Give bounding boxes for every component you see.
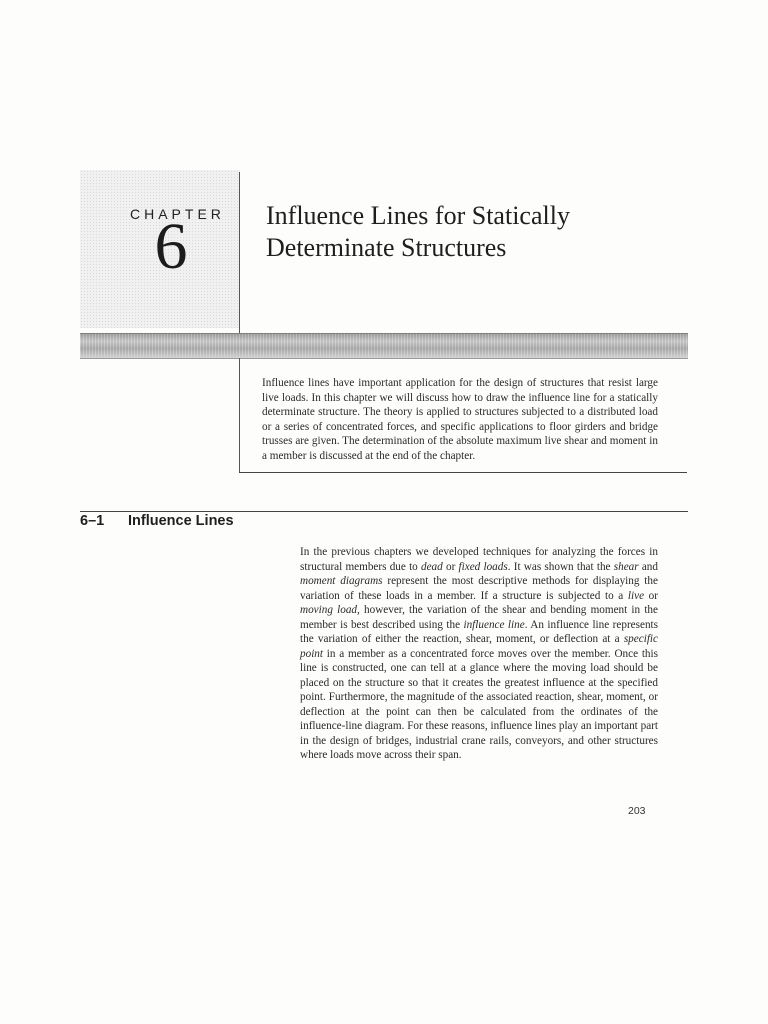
body-text-run: in a member as a concentrated force moves over the member. Once this line is constructed, one can tell at a glance where the moving load should be placed on the structure so that it creates the greatest influence at the specified point. Furthermore, the magnitude of the associated reaction, shear, moment, or deflection at the point can then be calculated from the ordinates of the influence-line diagram. For these reasons, influence lines play an important part in the design of bridges, industrial crane rails, conveyors, and other structures where loads move across their span. [300,647,658,761]
body-text-run: or [644,589,658,602]
chapter-label: CHAPTER [130,206,225,222]
body-text-run: . It was shown that the [507,560,614,573]
body-text-run: or [442,560,459,573]
body-emphasis: live [627,589,645,602]
section-number: 6–1 [80,513,105,529]
chapter-intro: Influence lines have important application for the design of structures that resist large live loads. In this chapter we will discuss how to draw the influence line for a statically determinate structure. The theory is applied to structures subjected to a distributed load or a series of concentrated forces, and specific applications to floor girders and bridge trusses are given. The determination of the absolute maximum live shear and moment in a member is discussed at the end of the chapter. [262,377,658,462]
chapter-banner [80,333,688,359]
chapter-divider-top [239,172,240,334]
section-title: Influence Lines [128,513,234,529]
body-emphasis: specific point [300,633,658,660]
body-text-run: In the previous chapters we developed techniques for analyzing the forces in structural members due to [300,546,658,573]
page-number: 203 [628,805,646,817]
body-emphasis: dead [421,560,443,573]
section-body [300,545,658,763]
body-emphasis: fixed loads [458,560,508,573]
body-text-run: represent the most descriptive methods for displaying the variation of these loads in a member. If a structure is subjected to a [300,575,658,602]
chapter-title [266,200,666,264]
body-emphasis: moment diagrams [300,575,383,587]
chapter-number: 6 [154,210,188,283]
body-emphasis: shear [613,560,639,573]
chapter-title-line-2: Determinate Structures [266,233,507,262]
body-emphasis: moving load, [300,604,360,616]
section-rule [80,511,688,512]
body-text-run: and [638,560,658,573]
body-emphasis: influence line [463,618,525,631]
intro-bottom-rule [239,472,687,473]
intro-divider [239,358,240,472]
body-text-run: however, the variation of the shear and bending moment in the member is best described using the [300,604,658,631]
body-text-run: . An influence line represents the variation of either the reaction, shear, moment, or deflection at a [300,618,659,645]
chapter-title-line-1: Influence Lines for Statically [266,201,570,230]
